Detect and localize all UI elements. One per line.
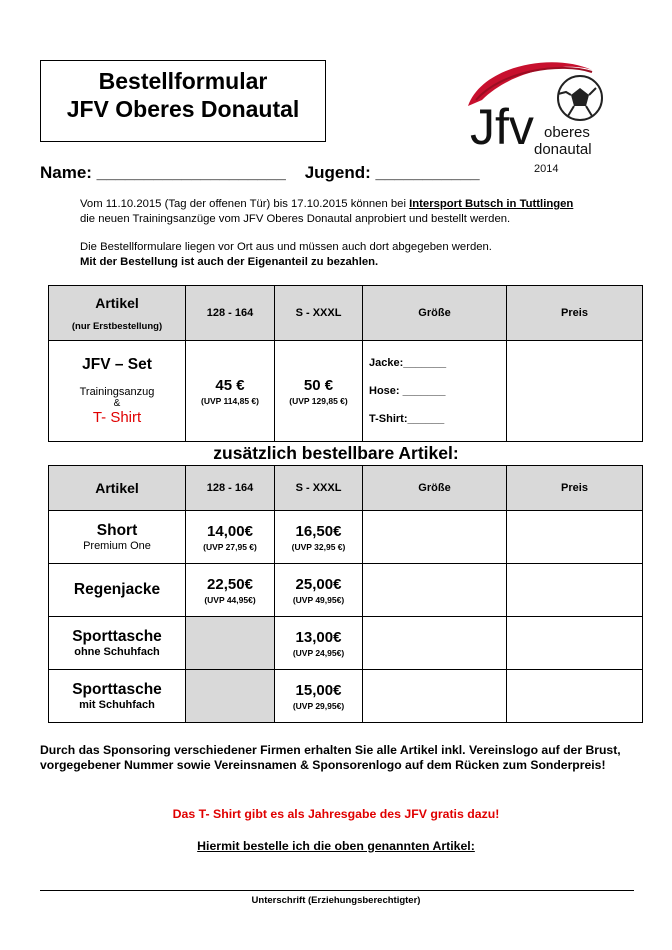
price-kids: 22,50€ (UVP 44,95€) bbox=[186, 564, 275, 617]
size-field[interactable] bbox=[363, 670, 507, 723]
price-field[interactable] bbox=[507, 670, 643, 723]
set-article-cell bbox=[49, 341, 186, 442]
set-desc-3: T- Shirt bbox=[92, 409, 142, 426]
intro-text bbox=[80, 197, 650, 269]
price-adult: 25,00€ (UVP 49,95€) bbox=[275, 564, 363, 617]
article-sporttasche-ohne: Sporttasche ohne Schuhfach bbox=[49, 617, 186, 670]
table-row bbox=[49, 670, 643, 723]
confirm-text: Hiermit bestelle ich die oben genannten Artikel: bbox=[197, 839, 475, 853]
signature-caption: Unterschrift (Erziehungsberechtigter) bbox=[251, 895, 421, 906]
header-preis-2: Preis bbox=[507, 466, 643, 511]
set-price-field[interactable] bbox=[507, 341, 643, 442]
intro-line-3: Die Bestellformulare liegen vor Ort aus und müssen auch dort abgegeben werden. bbox=[80, 241, 492, 253]
name-line bbox=[40, 163, 480, 183]
header-size-kids-2: 128 - 164 bbox=[186, 466, 275, 511]
price-adult: 15,00€ (UVP 29,95€) bbox=[275, 670, 363, 723]
header-size-kids: 128 - 164 bbox=[186, 286, 275, 341]
header-groesse-2: Größe bbox=[363, 466, 507, 511]
price-kids: 14,00€ (UVP 27,95 €) bbox=[186, 511, 275, 564]
article-sporttasche-mit: Sporttasche mit Schuhfach bbox=[49, 670, 186, 723]
jacke-size[interactable]: Jacke:_______ bbox=[369, 357, 447, 369]
header-groesse: Größe bbox=[363, 286, 507, 341]
sponsor-text: Durch das Sponsoring verschiedener Firmen erhalten Sie alle Artikel inkl. Vereinslogo auf der Brust, vorgegebener Nummer sowie Vereinsnamen & Sponsorenlogo auf dem Rücken zum Sonderpreis! bbox=[40, 743, 621, 772]
tshirt-note: Das T- Shirt gibt es als Jahresgabe des JFV gratis dazu! bbox=[172, 807, 500, 821]
header-artikel-2: Artikel bbox=[49, 466, 186, 511]
set-price-adult: 50 € (UVP 129,85 €) bbox=[275, 341, 363, 442]
header-size-adult: S - XXXL bbox=[275, 286, 363, 341]
title-line-1: Bestellformular bbox=[98, 68, 268, 94]
size-field[interactable] bbox=[363, 564, 507, 617]
article-regenjacke: Regenjacke bbox=[49, 564, 186, 617]
table-row bbox=[49, 617, 643, 670]
set-desc-1: Trainingsanzug bbox=[79, 386, 155, 398]
price-adult: 16,50€ (UVP 32,95 €) bbox=[275, 511, 363, 564]
price-kids-unavailable bbox=[186, 617, 275, 670]
name-field[interactable]: Name: ____________________ bbox=[40, 163, 286, 182]
set-size-fields[interactable] bbox=[363, 341, 507, 442]
logo-line-2: donautal bbox=[534, 141, 592, 158]
additional-items-table bbox=[48, 465, 643, 723]
price-field[interactable] bbox=[507, 617, 643, 670]
header-artikel: Artikel (nur Erstbestellung) bbox=[49, 286, 186, 341]
table-row bbox=[49, 511, 643, 564]
price-field[interactable] bbox=[507, 564, 643, 617]
signature-line[interactable] bbox=[40, 890, 634, 891]
additional-items-heading: zusätzlich bestellbare Artikel: bbox=[213, 443, 459, 463]
intro-line-1: Vom 11.10.2015 (Tag der offenen Tür) bis 17.10.2015 können bei bbox=[80, 198, 410, 210]
title-line-2: JFV Oberes Donautal bbox=[66, 96, 300, 122]
logo-letters: Jfv bbox=[470, 99, 534, 155]
price-kids-unavailable bbox=[186, 670, 275, 723]
tshirt-size[interactable]: T-Shirt:______ bbox=[369, 413, 445, 425]
title-box bbox=[40, 60, 326, 142]
store-name: Intersport Butsch in Tuttlingen bbox=[409, 198, 574, 210]
table-row bbox=[49, 564, 643, 617]
hose-size[interactable]: Hose: _______ bbox=[369, 385, 446, 397]
article-short: Short Premium One bbox=[49, 511, 186, 564]
size-field[interactable] bbox=[363, 617, 507, 670]
logo-line-1: oberes bbox=[544, 124, 590, 141]
header-preis: Preis bbox=[507, 286, 643, 341]
intro-line-2: die neuen Trainingsanzüge vom JFV Oberes Donautal anprobiert und bestellt werden. bbox=[80, 212, 511, 225]
logo-year: 2014 bbox=[534, 163, 559, 175]
soccer-ball-icon bbox=[558, 76, 602, 120]
size-field[interactable] bbox=[363, 511, 507, 564]
set-price-kids: 45 € (UVP 114,85 €) bbox=[186, 341, 275, 442]
club-logo bbox=[462, 48, 622, 178]
price-adult: 13,00€ (UVP 24,95€) bbox=[275, 617, 363, 670]
set-table bbox=[48, 285, 643, 442]
intro-line-4: Mit der Bestellung ist auch der Eigenanteil zu bezahlen. bbox=[80, 255, 379, 268]
price-field[interactable] bbox=[507, 511, 643, 564]
jugend-field[interactable]: Jugend: ___________ bbox=[304, 163, 480, 182]
set-desc-2: & bbox=[113, 398, 121, 409]
set-name: JFV – Set bbox=[82, 356, 152, 373]
header-size-adult-2: S - XXXL bbox=[275, 466, 363, 511]
